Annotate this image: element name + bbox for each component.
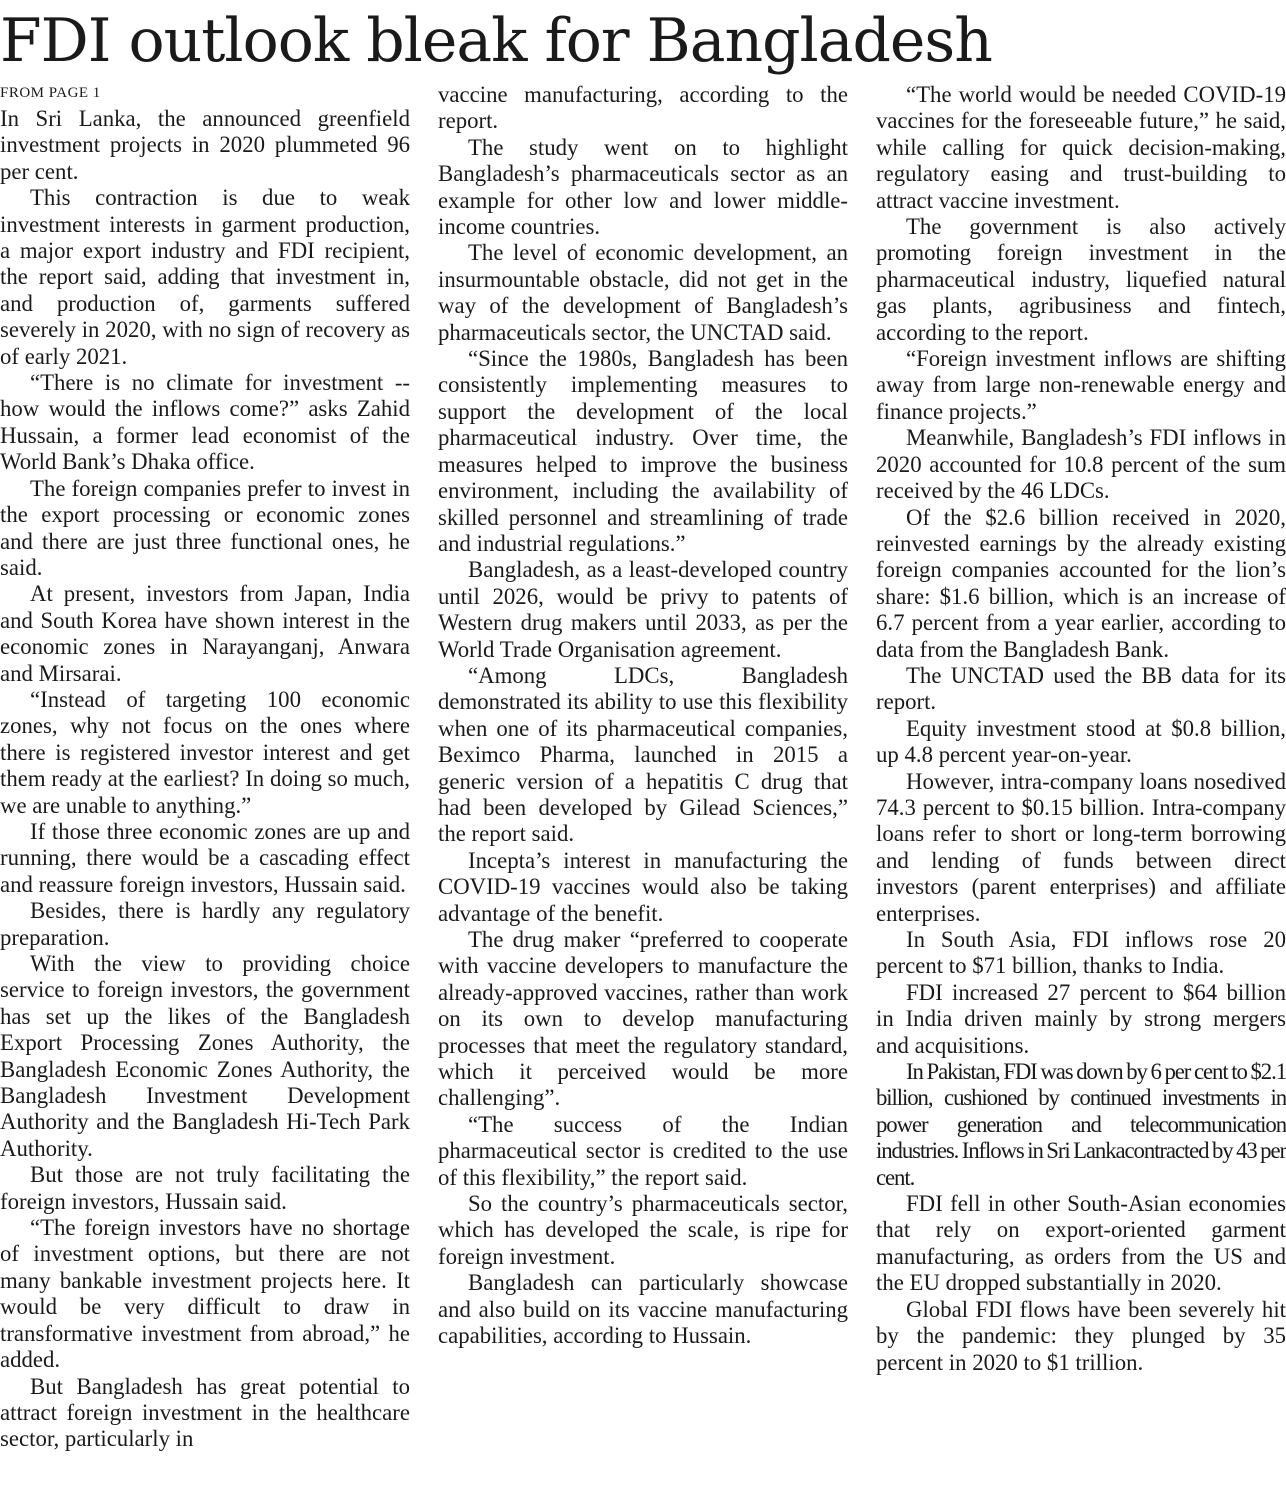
- paragraph: The UNCTAD used the BB data for its report.: [876, 662, 1286, 715]
- article-column-2: [438, 82, 848, 1350]
- paragraph: This contraction is due to weak investment interests in garment production, a major export industry and FDI recipient, the report said, adding that investment in, and production of, garments suffered severely in 2020, with no sign of recovery as of early 2021.: [0, 185, 410, 369]
- paragraph: With the view to providing choice service to foreign investors, the government has set up the likes of the Bangladesh Export Processing Zones Authority, the Bangladesh Economic Zones Authority, the Bangladesh Investment Development Authority and the Bangladesh Hi-Tech Park Authority.: [0, 951, 410, 1161]
- paragraph: “The world would be needed COVID-19 vaccines for the foreseeable future,” he said, while calling for quick decision-making, regulatory easing and trust-building to attract vaccine investment.: [876, 82, 1286, 213]
- paragraph: “Since the 1980s, Bangladesh has been consistently implementing measures to support the development of the local pharmaceutical industry. Over time, the measures helped to improve the business environment, including the availability of skilled personnel and streamlining of trade and industrial regulations.”: [438, 346, 848, 556]
- paragraph: The study went on to highlight Bangladesh’s pharmaceuticals sector as an example for other low and lower middle-income countries.: [438, 134, 848, 240]
- paragraph: The drug maker “preferred to cooperate with vaccine developers to manufacture the already-approved vaccines, rather than work on its own to develop manufacturing processes that meet the regulatory standard, which it perceived would be more challenging”.: [438, 927, 848, 1111]
- headline: FDI outlook bleak for Bangladesh: [0, 6, 992, 76]
- paragraph: “The success of the Indian pharmaceutical sector is credited to the use of this flexibility,” the report said.: [438, 1111, 848, 1190]
- paragraph: “There is no climate for investment -- how would the inflows come?” asks Zahid Hussain, a former lead economist of the World Bank’s Dhaka office.: [0, 370, 410, 475]
- paragraph: The foreign companies prefer to invest in the export processing or economic zones and there are just three functional ones, he said.: [0, 475, 410, 580]
- paragraph: vaccine manufacturing, according to the report.: [438, 82, 848, 134]
- continuation-kicker: FROM PAGE 1: [0, 85, 101, 101]
- paragraph: Incepta’s interest in manufacturing the COVID-19 vaccines would also be taking advantage of the benefit.: [438, 847, 848, 926]
- paragraph: The level of economic development, an insurmountable obstacle, did not get in the way of the development of Bangladesh’s pharmaceuticals sector, the UNCTAD said.: [438, 240, 848, 345]
- paragraph: Bangladesh, as a least-developed country until 2026, would be privy to patents of Western drug makers until 2033, as per the World Trade Organisation agreement.: [438, 557, 848, 662]
- paragraph: In South Asia, FDI inflows rose 20 percent to $71 billion, thanks to India.: [876, 927, 1286, 979]
- paragraph: If those three economic zones are up and running, there would be a cascading effect and reassure foreign investors, Hussain said.: [0, 818, 410, 897]
- paragraph: Of the $2.6 billion received in 2020, reinvested earnings by the already existing foreign companies accounted for the lion’s share: $1.6 billion, which is an increase of 6.7 percent from a year earlier, according to data from the Bangladesh Bank.: [876, 504, 1286, 662]
- article-column-3: [876, 82, 1286, 1376]
- paragraph: In Pakistan, FDI was down by 6 per cent to $2.1 billion, cushioned by continued investments in power generation and telecommunication industries. Inflows in Sri Lankacontracted by 43 per cent.: [876, 1059, 1286, 1190]
- paragraph: FDI increased 27 percent to $64 billion in India driven mainly by strong mergers and acquisitions.: [876, 979, 1286, 1058]
- paragraph: The government is also actively promoting foreign investment in the pharmaceutical industry, liquefied natural gas plants, agribusiness and fintech, according to the report.: [876, 214, 1286, 345]
- paragraph: Besides, there is hardly any regulatory preparation.: [0, 898, 410, 950]
- article-column-1: [0, 80, 410, 1453]
- paragraph: However, intra-company loans nosedived 74.3 percent to $0.15 billion. Intra-company loans refer to short or long-term borrowing and lending of funds between direct investors (parent enterprises) and affiliate enterprises.: [876, 768, 1286, 926]
- paragraph: Meanwhile, Bangladesh’s FDI inflows in 2020 accounted for 10.8 percent of the sum received by the 46 LDCs.: [876, 425, 1286, 504]
- paragraph: Equity investment stood at $0.8 billion, up 4.8 percent year-on-year.: [876, 715, 1286, 768]
- paragraph: At present, investors from Japan, India and South Korea have shown interest in the economic zones in Narayanganj, Anwara and Mirsarai.: [0, 581, 410, 686]
- paragraph: “The foreign investors have no shortage of investment options, but there are not many bankable investment projects here. It would be very difficult to draw in transformative investment from abroad,” he added.: [0, 1215, 410, 1373]
- paragraph: Global FDI flows have been severely hit by the pandemic: they plunged by 35 percent in 2020 to $1 trillion.: [876, 1296, 1286, 1375]
- paragraph: But Bangladesh has great potential to attract foreign investment in the healthcare sector, particularly in: [0, 1373, 410, 1452]
- paragraph: “Among LDCs, Bangladesh demonstrated its ability to use this flexibility when one of its pharmaceutical companies, Beximco Pharma, launched in 2015 a generic version of a hepatitis C drug that had been developed by Gilead Sciences,” the report said.: [438, 662, 848, 847]
- paragraph: In Sri Lanka, the announced greenfield investment projects in 2020 plummeted 96 per cent.: [0, 106, 410, 184]
- paragraph: “Instead of targeting 100 economic zones, why not focus on the ones where there is registered investor interest and get them ready at the earliest? In doing so much, we are unable to anything.”: [0, 686, 410, 818]
- paragraph: So the country’s pharmaceuticals sector, which has developed the scale, is ripe for foreign investment.: [438, 1191, 848, 1269]
- paragraph: But those are not truly facilitating the foreign investors, Hussain said.: [0, 1162, 410, 1214]
- paragraph: FDI fell in other South-Asian economies that rely on export-oriented garment manufacturing, as orders from the US and the EU dropped substantially in 2020.: [876, 1191, 1286, 1296]
- paragraph: Bangladesh can particularly showcase and also build on its vaccine manufacturing capabilities, according to Hussain.: [438, 1270, 848, 1349]
- paragraph: “Foreign investment inflows are shifting away from large non-renewable energy and finance projects.”: [876, 346, 1286, 424]
